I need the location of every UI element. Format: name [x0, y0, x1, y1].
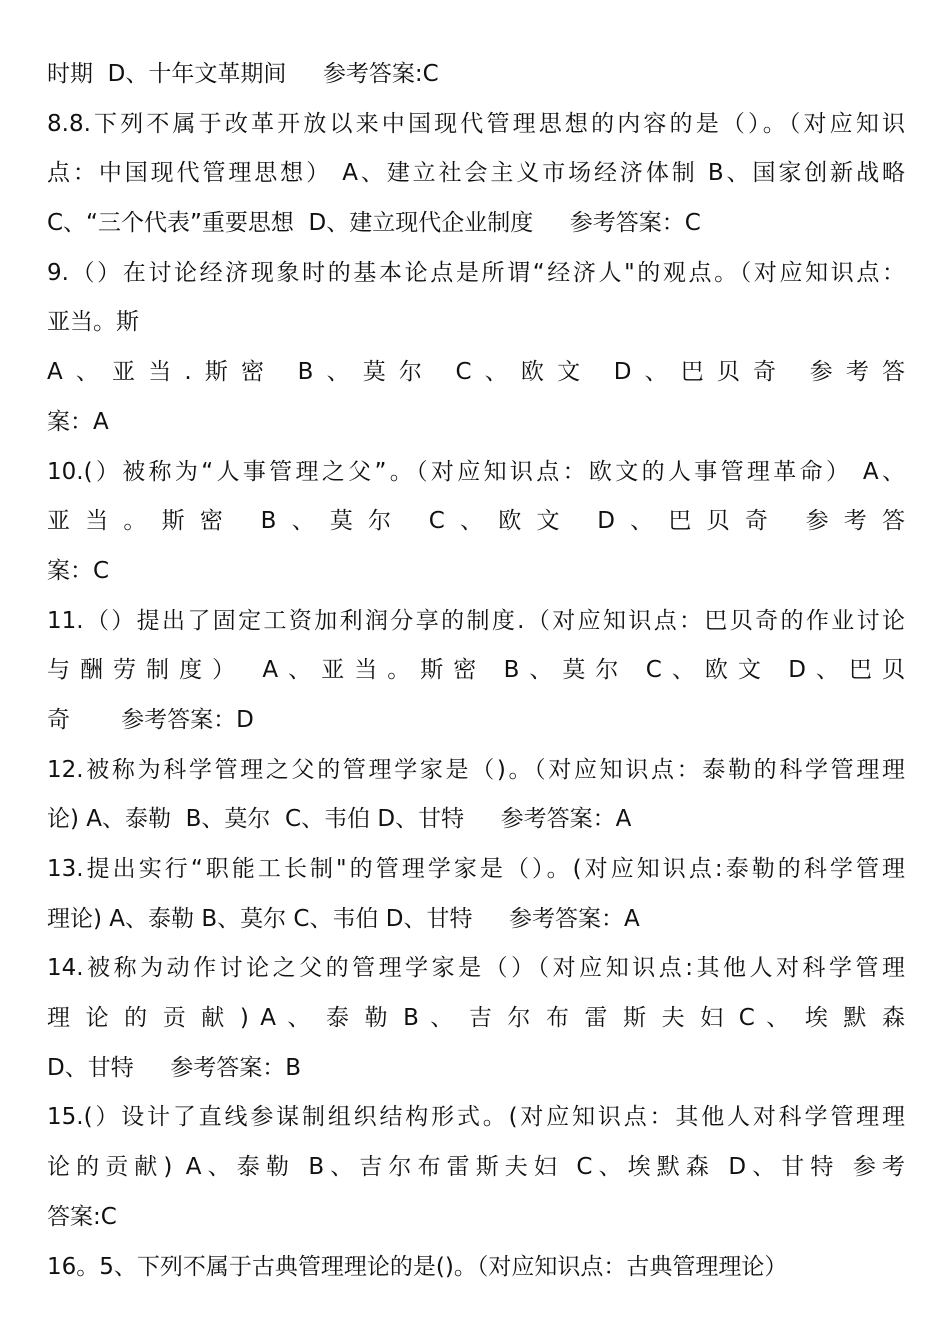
text-line: 时期 D、十年文革期间 参考答案:C	[47, 61, 439, 87]
text-line: 理论) A、泰勒 B、莫尔 C、韦伯 D、甘特 参考答案：A	[47, 905, 640, 932]
text-line: 亚当。斯	[47, 309, 139, 336]
text-line: 案：C	[47, 557, 110, 584]
text-line: 亚当。斯密 B、莫尔 C、欧文 D、巴贝奇 参考答	[47, 508, 905, 535]
text-line: 点：中国现代管理思想） A、建立社会主义市场经济体制 B、国家创新战略	[47, 160, 905, 187]
text-line: A、亚当.斯密 B、莫尔 C、欧文 D、巴贝奇 参考答	[47, 359, 905, 386]
text-line: 答案:C	[47, 1203, 117, 1230]
text-line: 8.8.下列不属于改革开放以来中国现代管理思想的内容的是（）。（对应知识	[47, 110, 905, 137]
text-line: 16。5、下列不属于古典管理理论的是()。（对应知识点：古典管理理论）	[47, 1253, 788, 1280]
text-line: C、“三个代表”重要思想 D、建立现代企业制度 参考答案：C	[47, 210, 701, 237]
text-line: 12.被称为科学管理之父的管理学家是（)。（对应知识点：泰勒的科学管理理	[47, 756, 905, 783]
text-line: 理 论 的 贡 献 ) A 、 泰 勒 B 、 吉 尔 布 雷 斯 夫 妇 C 、 埃 默 森	[47, 1005, 905, 1032]
text-line: 与酬劳制度） A、亚当。斯密 B、莫尔 C、欧文 D、巴贝	[47, 657, 905, 684]
text-line: 14.被称为动作讨论之父的管理学家是（）（对应知识点:其他人对科学管理	[47, 955, 905, 982]
text-line: 13.提出实行“职能工长制"的管理学家是（）。(对应知识点:泰勒的科学管理	[47, 856, 905, 882]
text-line: 论) A、泰勒 B、莫尔 C、韦伯 D、甘特 参考答案：A	[47, 806, 632, 833]
text-line: D、甘特 参考答案：B	[47, 1054, 302, 1081]
text-line: 论的贡献) A、泰勒 B、吉尔布雷斯夫妇 C、埃默森 D、甘特 参考	[47, 1154, 905, 1181]
text-line: 11.（）提出了固定工资加利润分享的制度.（对应知识点：巴贝奇的作业讨论	[47, 607, 905, 634]
text-line: 奇 参考答案：D	[47, 706, 254, 733]
text-line: 9.（）在讨论经济现象时的基本论点是所谓“经济人"的观点。（对应知识点：	[47, 259, 905, 286]
text-line: 案：A	[47, 408, 109, 435]
document-page	[47, 50, 905, 1292]
text-line: 15.(）设计了直线参谋制组织结构形式。(对应知识点：其他人对科学管理理	[47, 1104, 905, 1131]
text-line: 10.(）被称为“人事管理之父”。（对应知识点：欧文的人事管理革命） A、	[47, 458, 905, 485]
